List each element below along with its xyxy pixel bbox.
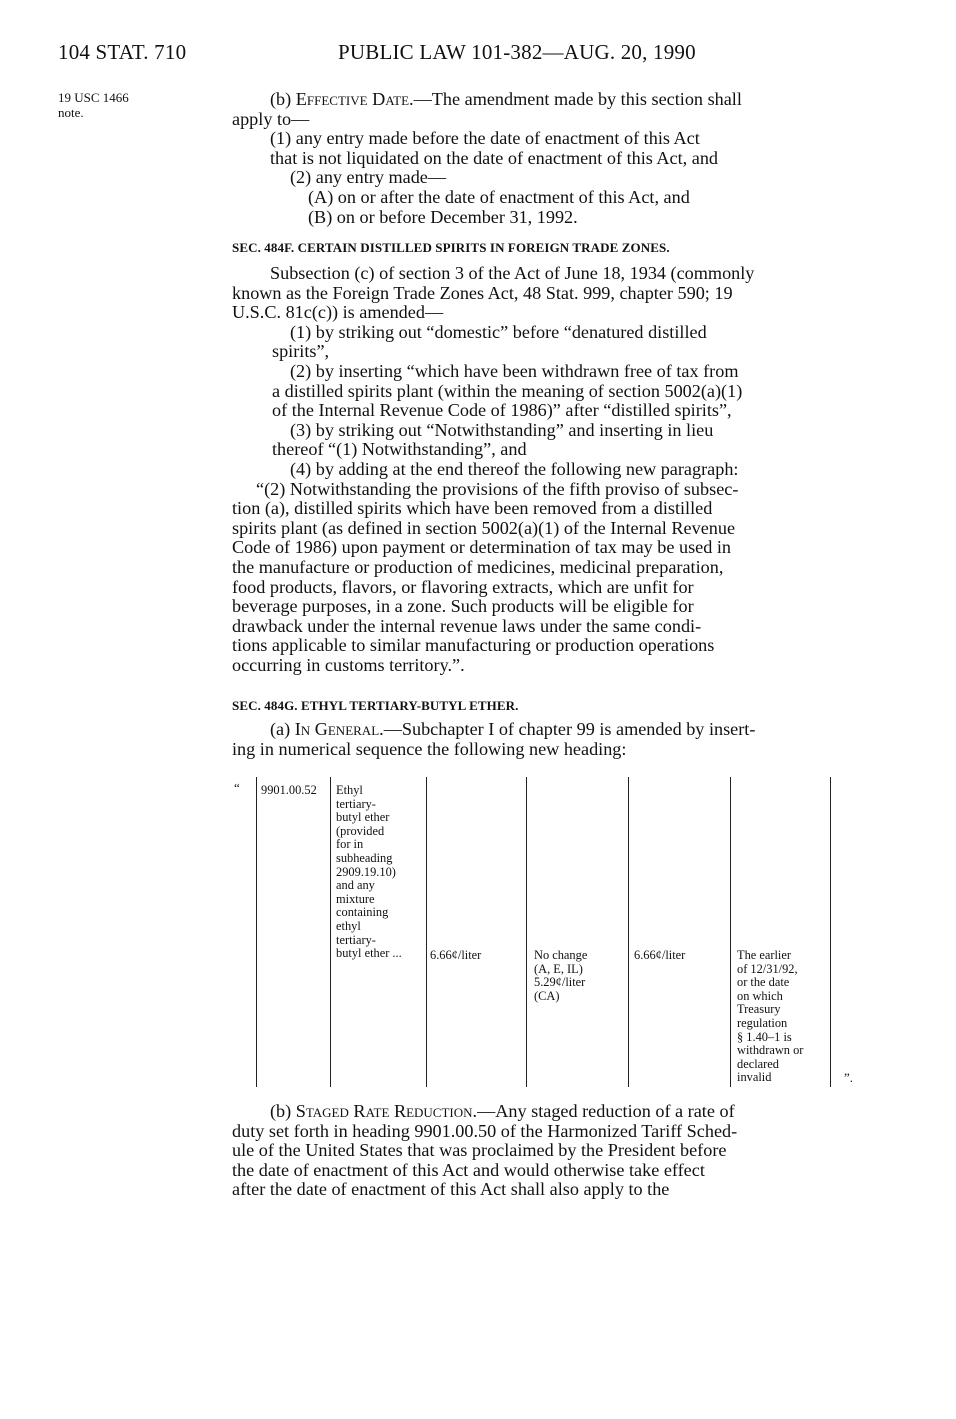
description-line: and any: [336, 878, 375, 893]
article-description: [336, 784, 426, 961]
heading-number: 9901.00.52: [261, 783, 317, 797]
special-rate-line: (CA): [534, 988, 560, 1003]
quoted-paragraph: drawback under the internal revenue laws under the same condi-: [232, 615, 702, 636]
amend-item-2-cont: a distilled spirits plant (within the meaning of section 5002(a)(1): [272, 380, 743, 401]
subsection-lead: (a): [270, 719, 295, 739]
description-line: butyl ether: [336, 810, 390, 825]
subsection-lead: (b): [270, 1101, 296, 1121]
amend-item-3-cont: thereof “(1) Notwithstanding”, and: [272, 439, 527, 460]
item-2a: (A) on or after the date of enactment of this Act, and: [308, 186, 690, 207]
special-rate-line: No change: [534, 948, 588, 962]
staged-rate-heading: Staged Rate Reduction.: [295, 1101, 478, 1121]
column-rule: [830, 777, 831, 1087]
column-rule: [330, 777, 331, 1087]
description-line: tertiary-: [336, 796, 376, 811]
close-quote: ”.: [844, 1070, 854, 1085]
quoted-paragraph: the manufacture or production of medicines, medicinal preparation,: [232, 556, 724, 577]
quoted-paragraph: tion (a), distilled spirits which have been removed from a distilled: [232, 498, 713, 519]
body-line: the date of enactment of this Act and would otherwise take effect: [232, 1159, 705, 1180]
amend-item-3: (3) by striking out “Notwithstanding” and inserting in lieu: [290, 419, 714, 440]
description-line: subheading: [336, 850, 393, 865]
amend-item-1-cont: spirits”,: [272, 341, 330, 362]
column-2-rate: 6.66¢/liter: [634, 948, 686, 962]
item-2: (2) any entry made—: [290, 167, 447, 188]
body-line: duty set forth in heading 9901.00.50 of the Harmonized Tariff Sched-: [232, 1120, 738, 1141]
item-1: (1) any entry made before the date of enactment of this Act: [270, 128, 700, 149]
item-2b: (B) on or before December 31, 1992.: [308, 206, 578, 227]
description-line: 2909.19.10): [336, 864, 396, 879]
effective-period-line: declared: [737, 1056, 779, 1071]
body-line: Subsection (c) of section 3 of the Act of June 18, 1934 (commonly: [270, 263, 755, 283]
page-law-title: PUBLIC LAW 101-382—AUG. 20, 1990: [338, 40, 696, 64]
effective-date-text-cont: apply to—: [232, 108, 310, 129]
in-general-heading: In General.: [294, 719, 384, 739]
effective-period-line: regulation: [737, 1015, 788, 1030]
page-stat-number: 104 STAT. 710: [58, 40, 187, 64]
description-line: for in: [336, 837, 364, 852]
amend-item-2-cont: of the Internal Revenue Code of 1986)” after “distilled spirits”,: [272, 400, 732, 421]
effective-period-line: on which: [737, 988, 783, 1003]
section-484g-a: [232, 720, 856, 759]
description-line: mixture: [336, 891, 375, 906]
in-general-text: —Subchapter I of chapter 99 is amended by insert-: [383, 719, 756, 739]
description-line: (provided: [336, 823, 385, 838]
body-line: after the date of enactment of this Act shall also apply to the: [232, 1179, 670, 1200]
special-rate-line: 5.29¢/liter: [534, 975, 586, 990]
special-rate: [534, 949, 587, 1003]
effective-period-line: The earlier: [737, 948, 791, 962]
effective-period-line: invalid: [737, 1070, 772, 1085]
quoted-paragraph: occurring in customs territory.”.: [232, 654, 465, 675]
effective-period-line: or the date: [737, 975, 790, 990]
column-rule: [426, 777, 427, 1087]
quoted-paragraph: Code of 1986) upon payment or determination of tax may be used in: [232, 537, 732, 558]
effective-period-line: Treasury: [737, 1002, 781, 1017]
body-line: ule of the United States that was proclaimed by the President before: [232, 1140, 727, 1161]
margin-note: [58, 90, 129, 120]
effective-date-heading: Effective Date.: [295, 89, 414, 109]
subsection-lead: (b): [270, 89, 296, 109]
special-rate-line: (A, E, IL): [534, 961, 583, 976]
description-line: ethyl: [336, 918, 361, 933]
description-line: tertiary-: [336, 932, 376, 947]
column-rule: [256, 777, 257, 1087]
effective-period-line: of 12/31/92,: [737, 961, 798, 976]
effective-date-section: [232, 90, 856, 227]
quoted-paragraph: food products, flavors, or flavoring extracts, which are unfit for: [232, 576, 694, 597]
quoted-paragraph: spirits plant (as defined in section 5002(a)(1) of the Internal Revenue: [232, 517, 736, 538]
body-line: U.S.C. 81c(c)) is amended—: [232, 302, 444, 323]
section-484f-body: [232, 264, 856, 675]
tariff-heading-table: [232, 777, 856, 1087]
open-quote: “: [234, 780, 240, 795]
body-line: known as the Foreign Trade Zones Act, 48 Stat. 999, chapter 590; 19: [232, 282, 733, 303]
margin-note-line: 19 USC 1466: [58, 90, 129, 105]
in-general-text-cont: ing in numerical sequence the following new heading:: [232, 738, 627, 759]
staged-rate-text: —Any staged reduction of a rate of: [477, 1101, 735, 1121]
effective-period-line: withdrawn or: [737, 1043, 804, 1058]
section-484g-heading: SEC. 484G. ETHYL TERTIARY-BUTYL ETHER.: [232, 698, 519, 713]
description-line: butyl ether ...: [336, 946, 402, 961]
effective-period-line: § 1.40–1 is: [737, 1029, 792, 1044]
staged-rate-section: [232, 1102, 856, 1200]
description-line: containing: [336, 905, 389, 920]
column-rule: [628, 777, 629, 1087]
effective-date-text: —The amendment made by this section shall: [413, 89, 742, 109]
amend-item-4: (4) by adding at the end thereof the following new paragraph:: [290, 458, 739, 479]
section-484f-heading: SEC. 484F. CERTAIN DISTILLED SPIRITS IN FOREIGN TRADE ZONES.: [232, 240, 670, 255]
column-rule: [526, 777, 527, 1087]
margin-note-line: note.: [58, 105, 84, 120]
general-rate: 6.66¢/liter: [430, 948, 482, 962]
quoted-paragraph: “(2) Notwithstanding the provisions of the fifth proviso of subsec-: [256, 478, 739, 499]
amend-item-2: (2) by inserting “which have been withdrawn free of tax from: [290, 360, 739, 381]
effective-period: [737, 949, 803, 1085]
quoted-paragraph: beverage purposes, in a zone. Such products will be eligible for: [232, 596, 694, 617]
amend-item-1: (1) by striking out “domestic” before “denatured distilled: [290, 321, 707, 342]
item-1-cont: that is not liquidated on the date of enactment of this Act, and: [270, 147, 719, 168]
quoted-paragraph: tions applicable to similar manufacturing or production operations: [232, 635, 715, 656]
description-line: Ethyl: [336, 783, 363, 797]
column-rule: [730, 777, 731, 1087]
